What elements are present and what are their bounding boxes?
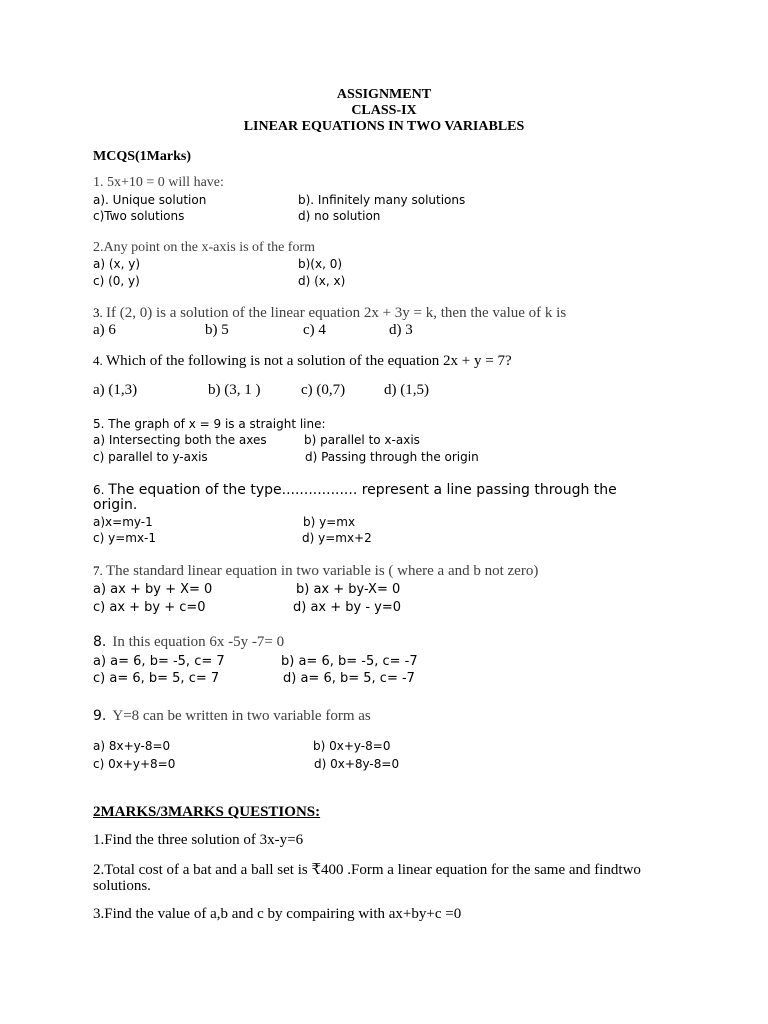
mcq-8-option-a: a) a= 6, b= -5, c= 7 <box>93 654 225 669</box>
mcq-6-option-d: d) y=mx+2 <box>302 531 372 545</box>
doc-title: ASSIGNMENT <box>336 87 432 102</box>
mcq-question-2: 2.Any point on the x-axis is of the form <box>93 240 316 255</box>
mcq-question-6: 6. The equation of the type................. represent a line passing through the <box>93 482 617 498</box>
mcq-9-option-b: b) 0x+y-8=0 <box>313 739 391 753</box>
mcq-5-option-c: c) parallel to y-axis <box>93 450 208 464</box>
mcq-question-3: 3. If (2, 0) is a solution of the linear equation 2x + 3y = k, then the value of k is <box>93 305 567 321</box>
mcq-question-1: 1. 5x+10 = 0 will have: <box>93 175 224 190</box>
mcq-1-option-c: c)Two solutions <box>93 209 185 223</box>
mcq-3-option-a: a) 6 <box>93 322 116 338</box>
long-question-2: 2.Total cost of a bat and a ball set is ₹400 .Form a linear equation for the same and findtwo <box>93 862 641 878</box>
mcq-1-option-a: a). Unique solution <box>93 193 207 207</box>
mcq-7-option-c: c) ax + by + c=0 <box>93 600 206 615</box>
mcq-9-option-a: a) 8x+y-8=0 <box>93 739 171 753</box>
mcq-9-option-c: c) 0x+y+8=0 <box>93 757 176 771</box>
mcq-7-option-b: b) ax + by-X= 0 <box>296 582 401 597</box>
mcq-5-option-a: a) Intersecting both the axes <box>93 433 267 447</box>
mcq-2-option-d: d) (x, x) <box>298 274 346 288</box>
mcq-4-option-c: c) (0,7) <box>301 382 346 398</box>
mcq-question-5: 5. The graph of x = 9 is a straight line: <box>93 417 326 431</box>
mcq-1-option-d: d) no solution <box>298 209 381 223</box>
section2-heading: 2MARKS/3MARKS QUESTIONS: <box>93 804 321 820</box>
mcq-4-option-d: d) (1,5) <box>384 382 429 398</box>
mcq-1-option-b: b). Infinitely many solutions <box>298 193 466 207</box>
long-question-2-cont: solutions. <box>93 878 151 894</box>
doc-subject: LINEAR EQUATIONS IN TWO VARIABLES <box>243 119 525 134</box>
mcq-4-option-a: a) (1,3) <box>93 382 138 398</box>
mcq-heading: MCQS(1Marks) <box>93 149 191 164</box>
mcq-8-option-d: d) a= 6, b= 5, c= -7 <box>283 671 415 686</box>
mcq-5-option-d: d) Passing through the origin <box>305 450 479 464</box>
mcq-4-option-b: b) (3, 1 ) <box>208 382 261 398</box>
mcq-6-option-c: c) y=mx-1 <box>93 531 157 545</box>
mcq-6-option-b: b) y=mx <box>303 515 356 529</box>
mcq-2-option-c: c) (0, y) <box>93 274 140 288</box>
mcq-3-option-d: d) 3 <box>389 322 413 338</box>
mcq-8-option-c: c) a= 6, b= 5, c= 7 <box>93 671 220 686</box>
mcq-question-4: 4. Which of the following is not a solution of the equation 2x + y = 7? <box>93 353 512 369</box>
mcq-question-8: 8. In this equation 6x -5y -7= 0 <box>93 634 285 650</box>
doc-class: CLASS-IX <box>351 103 417 118</box>
mcq-7-option-a: a) ax + by + X= 0 <box>93 582 213 597</box>
mcq-2-option-b: b)(x, 0) <box>298 257 343 271</box>
mcq-6-option-a: a)x=my-1 <box>93 515 153 529</box>
mcq-question-7: 7. The standard linear equation in two variable is ( where a and b not zero) <box>93 563 539 579</box>
mcq-7-option-d: d) ax + by - y=0 <box>293 600 402 615</box>
mcq-3-option-c: c) 4 <box>303 322 326 338</box>
mcq-3-option-b: b) 5 <box>205 322 229 338</box>
mcq-2-option-a: a) (x, y) <box>93 257 141 271</box>
long-question-1: 1.Find the three solution of 3x-y=6 <box>93 832 304 848</box>
mcq-question-9: 9. Y=8 can be written in two variable form as <box>93 708 371 724</box>
mcq-8-option-b: b) a= 6, b= -5, c= -7 <box>281 654 418 669</box>
mcq-5-option-b: b) parallel to x-axis <box>304 433 420 447</box>
mcq-9-option-d: d) 0x+8y-8=0 <box>314 757 400 771</box>
long-question-3: 3.Find the value of a,b and c by compairing with ax+by+c =0 <box>93 906 462 922</box>
mcq-question-6-cont: origin. <box>93 497 138 513</box>
